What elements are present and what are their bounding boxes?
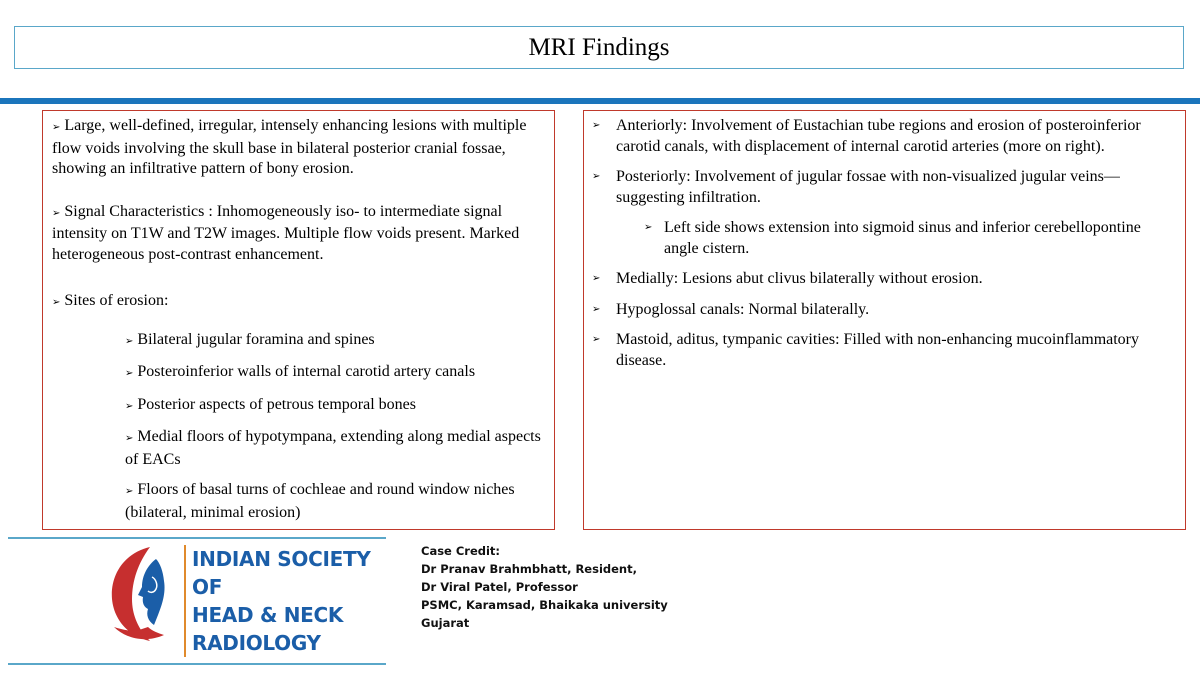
logo-line: INDIAN SOCIETY OF bbox=[192, 547, 371, 599]
credit-line: Gujarat bbox=[421, 616, 470, 630]
hypoglossal-bullet bbox=[592, 300, 1175, 321]
medial-text: Medially: Lesions abut clivus bilaterally without erosion. bbox=[616, 270, 983, 287]
anterior-bullet bbox=[592, 116, 1175, 157]
arrow-bullet-icon: ➢ bbox=[592, 171, 601, 182]
logo-line: RADIOLOGY bbox=[192, 631, 321, 655]
signal-text: Signal Characteristics : Inhomogeneously iso- to intermediate signal intensity on T1W and T2W images. Multiple flow voids present. Marked heterogeneous post-contrast enhancement. bbox=[52, 202, 520, 263]
arrow-bullet-icon: ➢ bbox=[592, 273, 601, 284]
site-item bbox=[125, 362, 546, 385]
intro-text: Large, well-defined, irregular, intensely enhancing lesions with multiple flow voids involving the skull base in bilateral posterior cranial fossae, showing an infiltrative pattern of bony erosion. bbox=[52, 117, 527, 177]
logo-line: HEAD & NECK bbox=[192, 603, 344, 627]
site-item bbox=[125, 330, 546, 353]
site-item bbox=[125, 395, 546, 418]
footer-divider-bottom bbox=[8, 663, 386, 665]
title-box bbox=[14, 26, 1184, 69]
medial-bullet bbox=[592, 269, 1175, 290]
intro-bullet bbox=[52, 116, 546, 180]
arrow-bullet-icon: ➢ bbox=[52, 297, 61, 308]
site-text: Floors of basal turns of cochleae and round window niches (bilateral, minimal erosion) bbox=[125, 481, 515, 521]
posterior-sub-text: Left side shows extension into sigmoid sinus and inferior cerebellopontine angle cistern. bbox=[664, 219, 1141, 257]
credit-line: Dr Pranav Brahmbhatt, Resident, bbox=[421, 562, 637, 576]
credit-line: Dr Viral Patel, Professor bbox=[421, 580, 578, 594]
mastoid-bullet bbox=[592, 330, 1175, 371]
arrow-bullet-icon: ➢ bbox=[125, 400, 134, 412]
site-text: Posterior aspects of petrous temporal bones bbox=[137, 395, 416, 413]
society-logo bbox=[106, 541, 386, 655]
site-text: Posteroinferior walls of internal carotid artery canals bbox=[137, 363, 476, 380]
footer-divider-top bbox=[8, 537, 386, 539]
site-item bbox=[125, 480, 546, 523]
hypoglossal-text: Hypoglossal canals: Normal bilaterally. bbox=[616, 300, 870, 318]
left-findings-panel bbox=[42, 110, 555, 530]
arrow-bullet-icon: ➢ bbox=[125, 335, 134, 347]
sites-heading bbox=[52, 291, 546, 314]
logo-wordmark bbox=[184, 545, 386, 657]
site-item bbox=[125, 427, 546, 470]
arrow-bullet-icon: ➢ bbox=[125, 486, 134, 497]
signal-bullet bbox=[52, 202, 546, 266]
header-divider bbox=[0, 98, 1200, 104]
right-findings-panel bbox=[583, 110, 1186, 530]
posterior-bullet bbox=[592, 167, 1175, 208]
sites-heading-text: Sites of erosion: bbox=[64, 292, 169, 309]
credit-line: PSMC, Karamsad, Bhaikaka university bbox=[421, 598, 668, 612]
case-credit bbox=[421, 542, 668, 632]
arrow-bullet-icon: ➢ bbox=[592, 303, 601, 315]
site-text: Bilateral jugular foramina and spines bbox=[137, 330, 375, 348]
arrow-bullet-icon: ➢ bbox=[52, 122, 61, 133]
arrow-bullet-icon: ➢ bbox=[52, 207, 61, 219]
slide-title: MRI Findings bbox=[528, 33, 670, 61]
arrow-bullet-icon: ➢ bbox=[125, 368, 134, 379]
arrow-bullet-icon: ➢ bbox=[125, 433, 134, 444]
anterior-text: Anteriorly: Involvement of Eustachian tube regions and erosion of posteroinferior carotid canals, with displacement of internal carotid arteries (more on right). bbox=[616, 117, 1141, 155]
arrow-bullet-icon: ➢ bbox=[592, 120, 601, 131]
mastoid-text: Mastoid, aditus, tympanic cavities: Filled with non-enhancing mucoinflammatory disease. bbox=[616, 331, 1140, 369]
arrow-bullet-icon: ➢ bbox=[592, 334, 601, 345]
head-and-hand-logo-icon bbox=[106, 541, 182, 645]
posterior-sub-bullet bbox=[644, 218, 1175, 259]
site-text: Medial floors of hypotympana, extending along medial aspects of EACs bbox=[125, 428, 541, 468]
arrow-bullet-icon: ➢ bbox=[644, 222, 653, 233]
credit-heading: Case Credit: bbox=[421, 544, 501, 558]
posterior-text: Posteriorly: Involvement of jugular fossae with non-visualized jugular veins—suggesting infiltration. bbox=[616, 168, 1120, 206]
